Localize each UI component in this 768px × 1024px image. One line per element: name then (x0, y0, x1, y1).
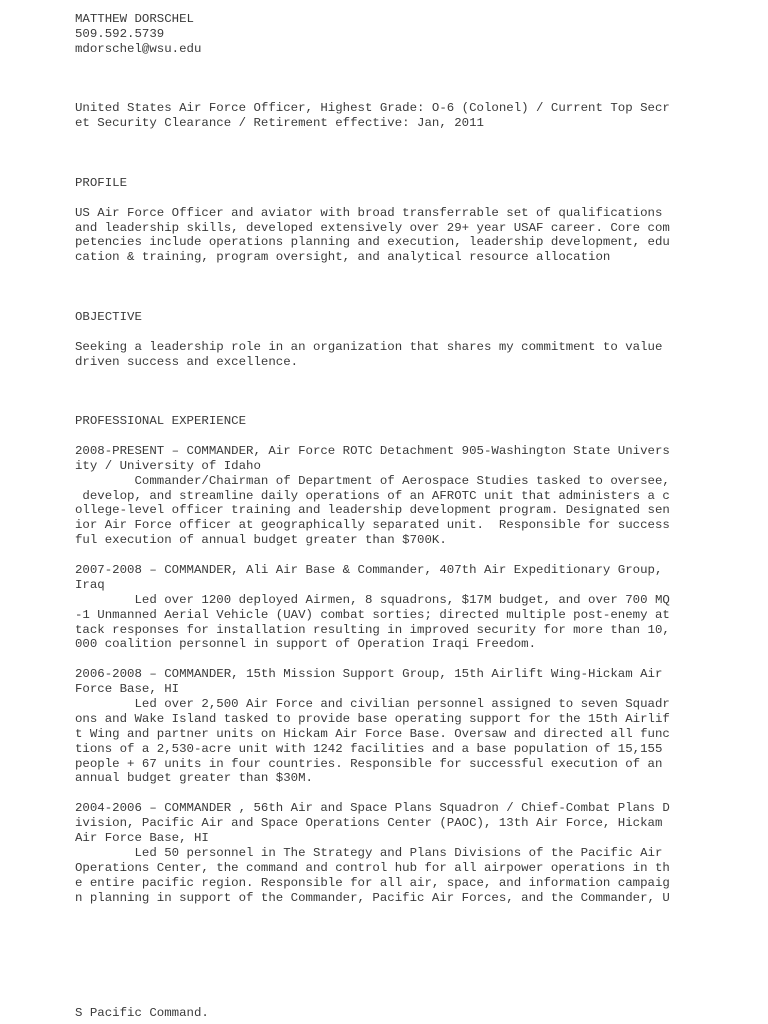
job-entry (75, 667, 675, 786)
job-description-line: ful execution of annual budget greater than $700K. (75, 533, 447, 548)
job-description-line: people + 67 units in four countries. Responsible for successful execution of an (75, 756, 663, 771)
job-description-line: develop, and streamline daily operations of an AFROTC unit that administers a c (75, 488, 670, 503)
job-description-line: tack responses for installation resulting in improved security for more than 10, (75, 622, 670, 637)
job-description-line: e entire pacific region. Responsible for all air, space, and information campaig (75, 875, 670, 890)
job-description-line: ollege-level officer training and leadership development program. Designated sen (75, 503, 670, 518)
job-description-line: Led over 2,500 Air Force and civilian personnel assigned to seven Squadr (75, 697, 670, 712)
contact-name: MATTHEW DORSCHEL (75, 12, 194, 26)
job-title-line: ivision, Pacific Air and Space Operations Center (PAOC), 13th Air Force, Hickam (75, 816, 663, 831)
objective-line: Seeking a leadership role in an organization that shares my commitment to value (75, 339, 663, 354)
section-heading-experience: PROFESSIONAL EXPERIENCE (75, 414, 247, 429)
summary-line: et Security Clearance / Retirement effective: Jan, 2011 (75, 116, 484, 131)
objective-section (75, 310, 675, 370)
job-entry (75, 444, 675, 548)
summary-block (75, 101, 675, 131)
job-description-line: 000 coalition personnel in support of Operation Iraqi Freedom. (75, 637, 537, 652)
profile-section (75, 176, 675, 265)
job-entry (75, 563, 675, 652)
job-description-line: Commander/Chairman of Department of Aerospace Studies tasked to oversee, (75, 473, 670, 488)
job-title-line: Force Base, HI (75, 682, 180, 697)
job-title-line: ity / University of Idaho (75, 458, 261, 473)
profile-line: cation & training, program oversight, and analytical resource allocation (75, 250, 611, 265)
contact-email: mdorschel@wsu.edu (75, 41, 202, 56)
profile-line: petencies include operations planning and execution, leadership development, edu (75, 235, 670, 250)
profile-line: and leadership skills, developed extensively over 29+ year USAF career. Core com (75, 220, 670, 235)
job-description-line: tions of a 2,530-acre unit with 1242 facilities and a base population of 15,155 (75, 741, 663, 756)
resume-document (75, 12, 675, 906)
job-description-line: t Wing and partner units on Hickam Air Force Base. Oversaw and directed all func (75, 726, 670, 741)
job-description-line: -1 Unmanned Aerial Vehicle (UAV) combat sorties; directed multiple post-enemy at (75, 607, 670, 622)
job-description-line: ons and Wake Island tasked to provide base operating support for the 15th Airlif (75, 711, 670, 726)
objective-line: driven success and excellence. (75, 354, 299, 369)
job-description-line: Operations Center, the command and control hub for all airpower operations in th (75, 860, 670, 875)
page-continuation-line: S Pacific Command. (75, 1006, 209, 1020)
job-description-line: ior Air Force officer at geographically separated unit. Responsible for success (75, 518, 670, 533)
job-title-line: 2006-2008 – COMMANDER, 15th Mission Support Group, 15th Airlift Wing-Hickam Air (75, 667, 663, 682)
section-heading-profile: PROFILE (75, 175, 128, 190)
job-title-line: 2007-2008 – COMMANDER, Ali Air Base & Commander, 407th Air Expeditionary Group, (75, 563, 663, 578)
job-title-line: Iraq (75, 577, 105, 592)
job-entry (75, 801, 675, 905)
experience-section (75, 414, 675, 905)
job-description-line: annual budget greater than $30M. (75, 771, 313, 786)
contact-block (75, 12, 675, 57)
profile-line: US Air Force Officer and aviator with broad transferrable set of qualifications (75, 205, 663, 220)
section-heading-objective: OBJECTIVE (75, 309, 142, 324)
job-title-line: 2008-PRESENT – COMMANDER, Air Force ROTC Detachment 905-Washington State Univers (75, 443, 670, 458)
contact-phone: 509.592.5739 (75, 26, 165, 41)
job-title-line: 2004-2006 – COMMANDER , 56th Air and Space Plans Squadron / Chief-Combat Plans D (75, 801, 670, 816)
job-description-line: Led 50 personnel in The Strategy and Plans Divisions of the Pacific Air (75, 845, 663, 860)
summary-line: United States Air Force Officer, Highest Grade: O-6 (Colonel) / Current Top Secr (75, 101, 670, 116)
job-description-line: n planning in support of the Commander, Pacific Air Forces, and the Commander, U (75, 890, 670, 905)
job-title-line: Air Force Base, HI (75, 831, 209, 846)
job-description-line: Led over 1200 deployed Airmen, 8 squadrons, $17M budget, and over 700 MQ (75, 592, 670, 607)
